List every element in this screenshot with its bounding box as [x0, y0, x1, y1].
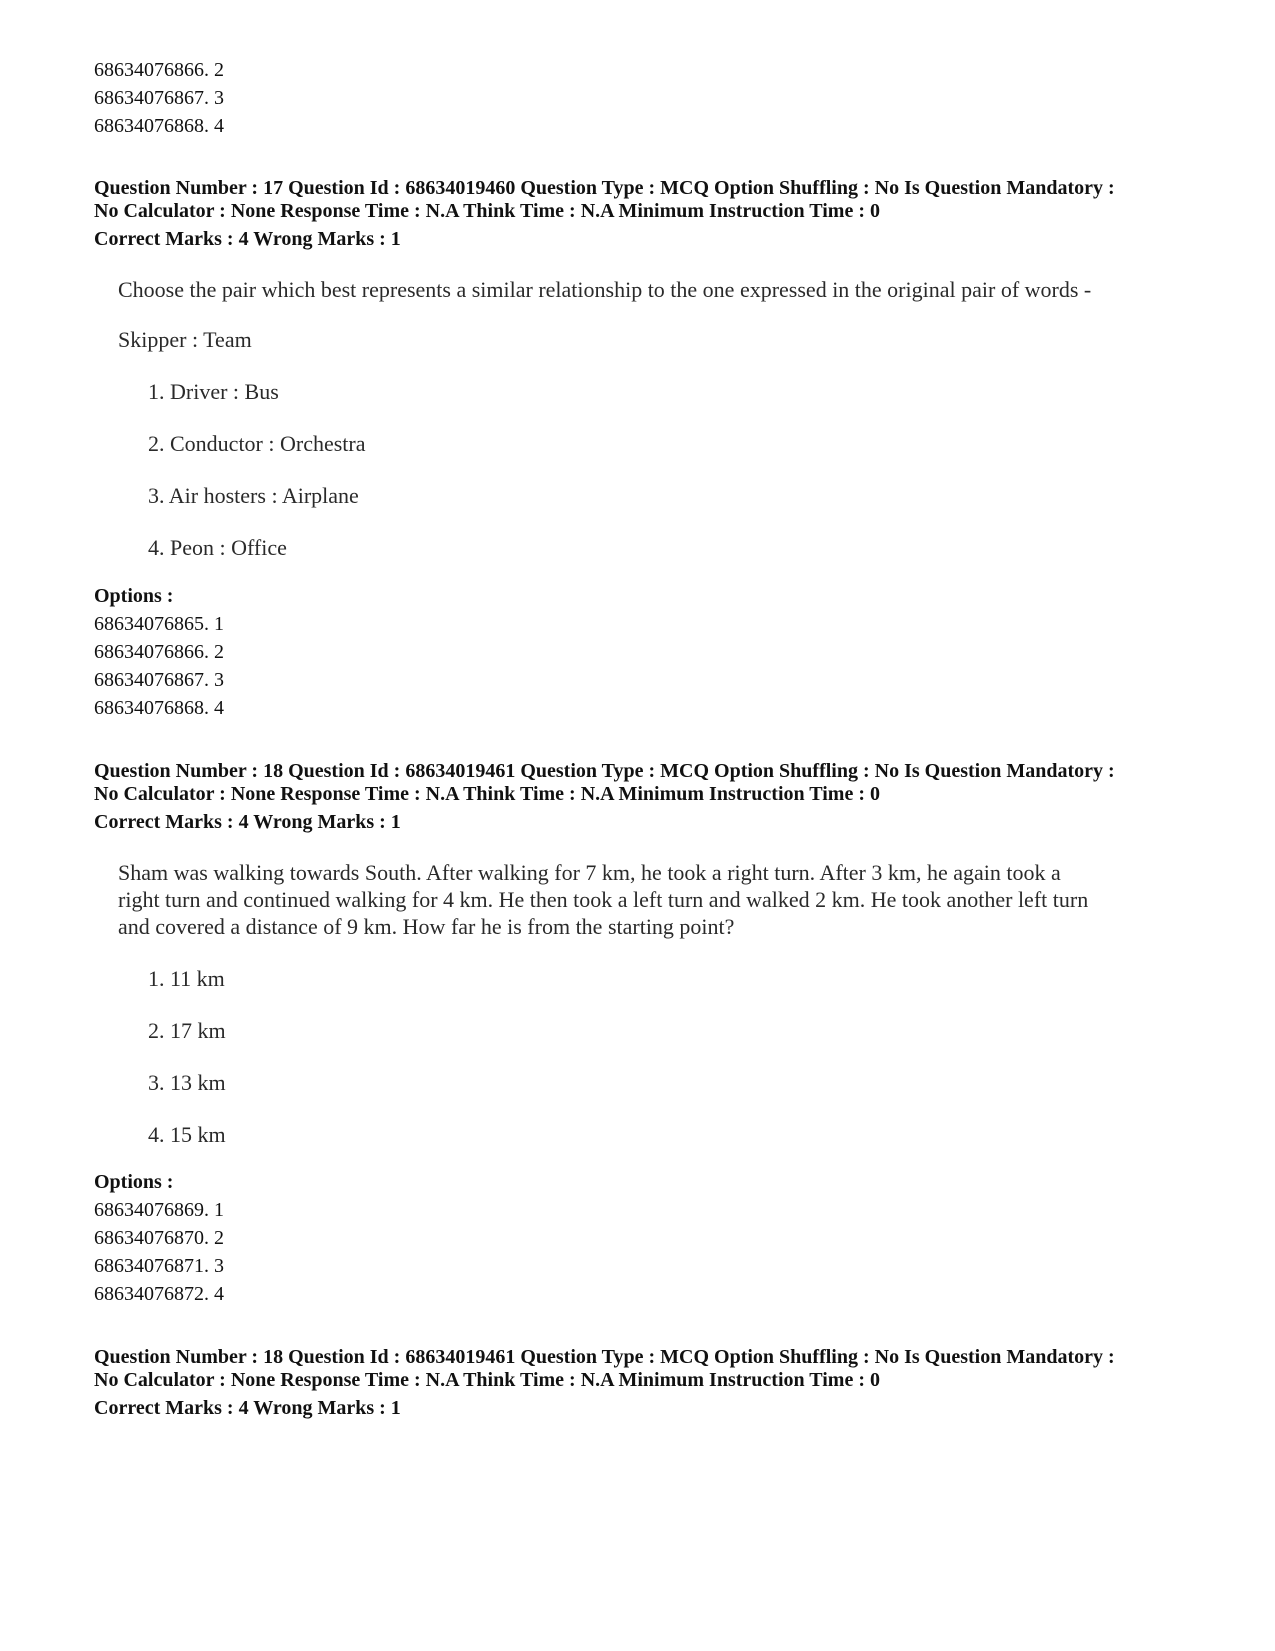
- option-line: 68634076870. 2: [94, 1227, 224, 1249]
- question-prompt: right turn and continued walking for 4 km. He then took a left turn and walked 2 km. He took another left turn: [118, 887, 1089, 912]
- options-label: Options :: [94, 585, 174, 607]
- question-prompt: Choose the pair which best represents a similar relationship to the one expressed in the original pair of words -: [118, 277, 1092, 302]
- option-line: 68634076872. 4: [94, 1283, 224, 1305]
- option-line: 68634076867. 3: [94, 87, 224, 109]
- option-line: 68634076866. 2: [94, 59, 224, 81]
- answer-choice: 3. 13 km: [148, 1070, 226, 1095]
- option-line: 68634076868. 4: [94, 697, 224, 719]
- option-line: 68634076866. 2: [94, 641, 224, 663]
- answer-choice: 1. 11 km: [148, 966, 225, 991]
- answer-choice: 4. 15 km: [148, 1122, 226, 1147]
- question-marks: Correct Marks : 4 Wrong Marks : 1: [94, 1397, 401, 1419]
- question-header: No Calculator : None Response Time : N.A Think Time : N.A Minimum Instruction Time : 0: [94, 783, 880, 805]
- question-marks: Correct Marks : 4 Wrong Marks : 1: [94, 228, 401, 250]
- question-prompt: and covered a distance of 9 km. How far he is from the starting point?: [118, 914, 735, 939]
- question-prompt: Sham was walking towards South. After walking for 7 km, he took a right turn. After 3 km, he again took a: [118, 860, 1061, 885]
- option-line: 68634076865. 1: [94, 613, 224, 635]
- answer-choice: 4. Peon : Office: [148, 535, 287, 560]
- question-marks: Correct Marks : 4 Wrong Marks : 1: [94, 811, 401, 833]
- question-header: Question Number : 17 Question Id : 68634019460 Question Type : MCQ Option Shuffling : No Is Question Mandatory :: [94, 177, 1115, 199]
- question-header: Question Number : 18 Question Id : 68634019461 Question Type : MCQ Option Shuffling : No Is Question Mandatory :: [94, 760, 1115, 782]
- options-label: Options :: [94, 1171, 174, 1193]
- option-line: 68634076867. 3: [94, 669, 224, 691]
- answer-choice: 2. Conductor : Orchestra: [148, 431, 366, 456]
- question-header: No Calculator : None Response Time : N.A Think Time : N.A Minimum Instruction Time : 0: [94, 1369, 880, 1391]
- option-line: 68634076868. 4: [94, 115, 224, 137]
- option-line: 68634076869. 1: [94, 1199, 224, 1221]
- question-header: No Calculator : None Response Time : N.A Think Time : N.A Minimum Instruction Time : 0: [94, 200, 880, 222]
- answer-choice: 2. 17 km: [148, 1018, 226, 1043]
- option-line: 68634076871. 3: [94, 1255, 224, 1277]
- answer-choice: 3. Air hosters : Airplane: [148, 483, 359, 508]
- question-header: Question Number : 18 Question Id : 68634019461 Question Type : MCQ Option Shuffling : No Is Question Mandatory :: [94, 1346, 1115, 1368]
- answer-choice: 1. Driver : Bus: [148, 379, 279, 404]
- question-pair: Skipper : Team: [118, 327, 252, 352]
